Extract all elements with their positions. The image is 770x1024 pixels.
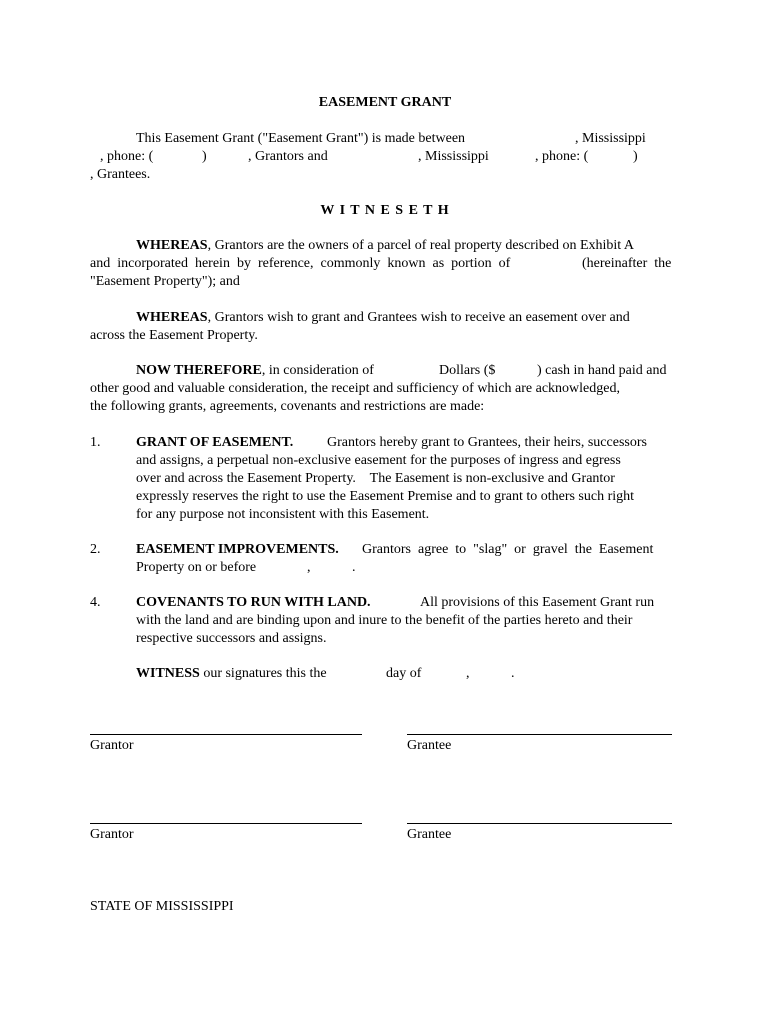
section2-comma: , [307, 560, 311, 575]
section1-heading: GRANT OF EASEMENT. [136, 435, 294, 450]
section1-line2: and assigns, a perpetual non-exclusive easement for the purposes of ingress and egress [136, 453, 621, 468]
intro-phone2-label: , phone: ( [535, 149, 589, 164]
now-therefore-line2: other good and valuable consideration, the receipt and sufficiency of which are acknowledged, [90, 381, 620, 396]
intro-phone-close: ) [202, 149, 207, 164]
grantee1-label: Grantee [407, 738, 452, 753]
intro-grantors-and: , Grantors and [248, 149, 328, 164]
witness-period: . [511, 666, 515, 681]
witneseth-heading: W I T N E S E T H [320, 203, 450, 218]
witness-day-of: day of [386, 666, 422, 681]
section4-number: 4. [90, 595, 101, 610]
now-therefore-line3: the following grants, agreements, covenants and restrictions are made: [90, 399, 485, 414]
grantee2-signature-line[interactable] [407, 823, 672, 824]
grantor2-signature-line[interactable] [90, 823, 362, 824]
section4-heading: COVENANTS TO RUN WITH LAND. [136, 595, 371, 610]
witness-signatures-text: our signatures this the [203, 666, 327, 681]
intro-line1-state: , Mississippi [575, 131, 646, 146]
intro-line2-state: , Mississippi [418, 149, 489, 164]
grantor2-label: Grantor [90, 827, 134, 842]
grantee1-signature-line[interactable] [407, 734, 672, 735]
section1-number: 1. [90, 435, 101, 450]
section1-line5: for any purpose not inconsistent with this Easement. [136, 507, 430, 522]
whereas1-line1-text: , Grantors are the owners of a parcel of real property described on Exhibit A [207, 238, 635, 253]
section1-line3: over and across the Easement Property. The Easement is non-exclusive and Grantor [136, 471, 615, 486]
section2-number: 2. [90, 542, 101, 557]
section2-line1: Grantors agree to "slag" or gravel the Easement [362, 542, 654, 557]
whereas2-line2: across the Easement Property. [90, 328, 258, 343]
state-heading: STATE OF MISSISSIPPI [90, 899, 234, 914]
whereas1-line1 [136, 237, 634, 255]
section1-line4: expressly reserves the right to use the Easement Premise and to grant to others such right [136, 489, 635, 504]
grantor1-signature-line[interactable] [90, 734, 362, 735]
section2-period: . [352, 560, 356, 575]
now-therefore-cash: ) cash in hand paid and [537, 363, 667, 378]
witness-comma: , [466, 666, 470, 681]
intro-line1-text: This Easement Grant ("Easement Grant") is made between [136, 131, 466, 146]
whereas1-hereinafter: (hereinafter the [582, 256, 672, 271]
whereas1-line2-text: and incorporated herein by reference, commonly known as portion of [90, 256, 511, 271]
grantor1-label: Grantor [90, 738, 134, 753]
witness-bold: WITNESS [136, 666, 200, 681]
whereas2-line1-text: , Grantors wish to grant and Grantees wish to receive an easement over and [207, 310, 630, 325]
grantee2-label: Grantee [407, 827, 452, 842]
intro-grantees: , Grantees. [90, 167, 151, 182]
now-therefore-bold: NOW THEREFORE [136, 363, 262, 378]
whereas2-bold: WHEREAS [136, 310, 208, 325]
section4-line2: with the land and are binding upon and inure to the benefit of the parties hereto and their [136, 613, 633, 628]
section4-line1: All provisions of this Easement Grant run [420, 595, 655, 610]
whereas2-line1 [136, 309, 630, 327]
now-therefore-line1 [136, 362, 374, 380]
document-title: EASEMENT GRANT [318, 95, 452, 110]
witness-line [136, 665, 327, 683]
now-therefore-consideration: , in consideration of [261, 363, 374, 378]
section4-line3: respective successors and assigns. [136, 631, 327, 646]
intro-phone-label: , phone: ( [100, 149, 154, 164]
section1-line1: Grantors hereby grant to Grantees, their heirs, successors [327, 435, 647, 450]
section2-line2: Property on or before [136, 560, 257, 575]
section2-heading: EASEMENT IMPROVEMENTS. [136, 542, 339, 557]
now-therefore-dollars: Dollars ($ [439, 363, 496, 378]
whereas1-bold: WHEREAS [136, 238, 208, 253]
whereas1-line3: "Easement Property"); and [90, 274, 240, 289]
intro-phone2-close: ) [633, 149, 638, 164]
